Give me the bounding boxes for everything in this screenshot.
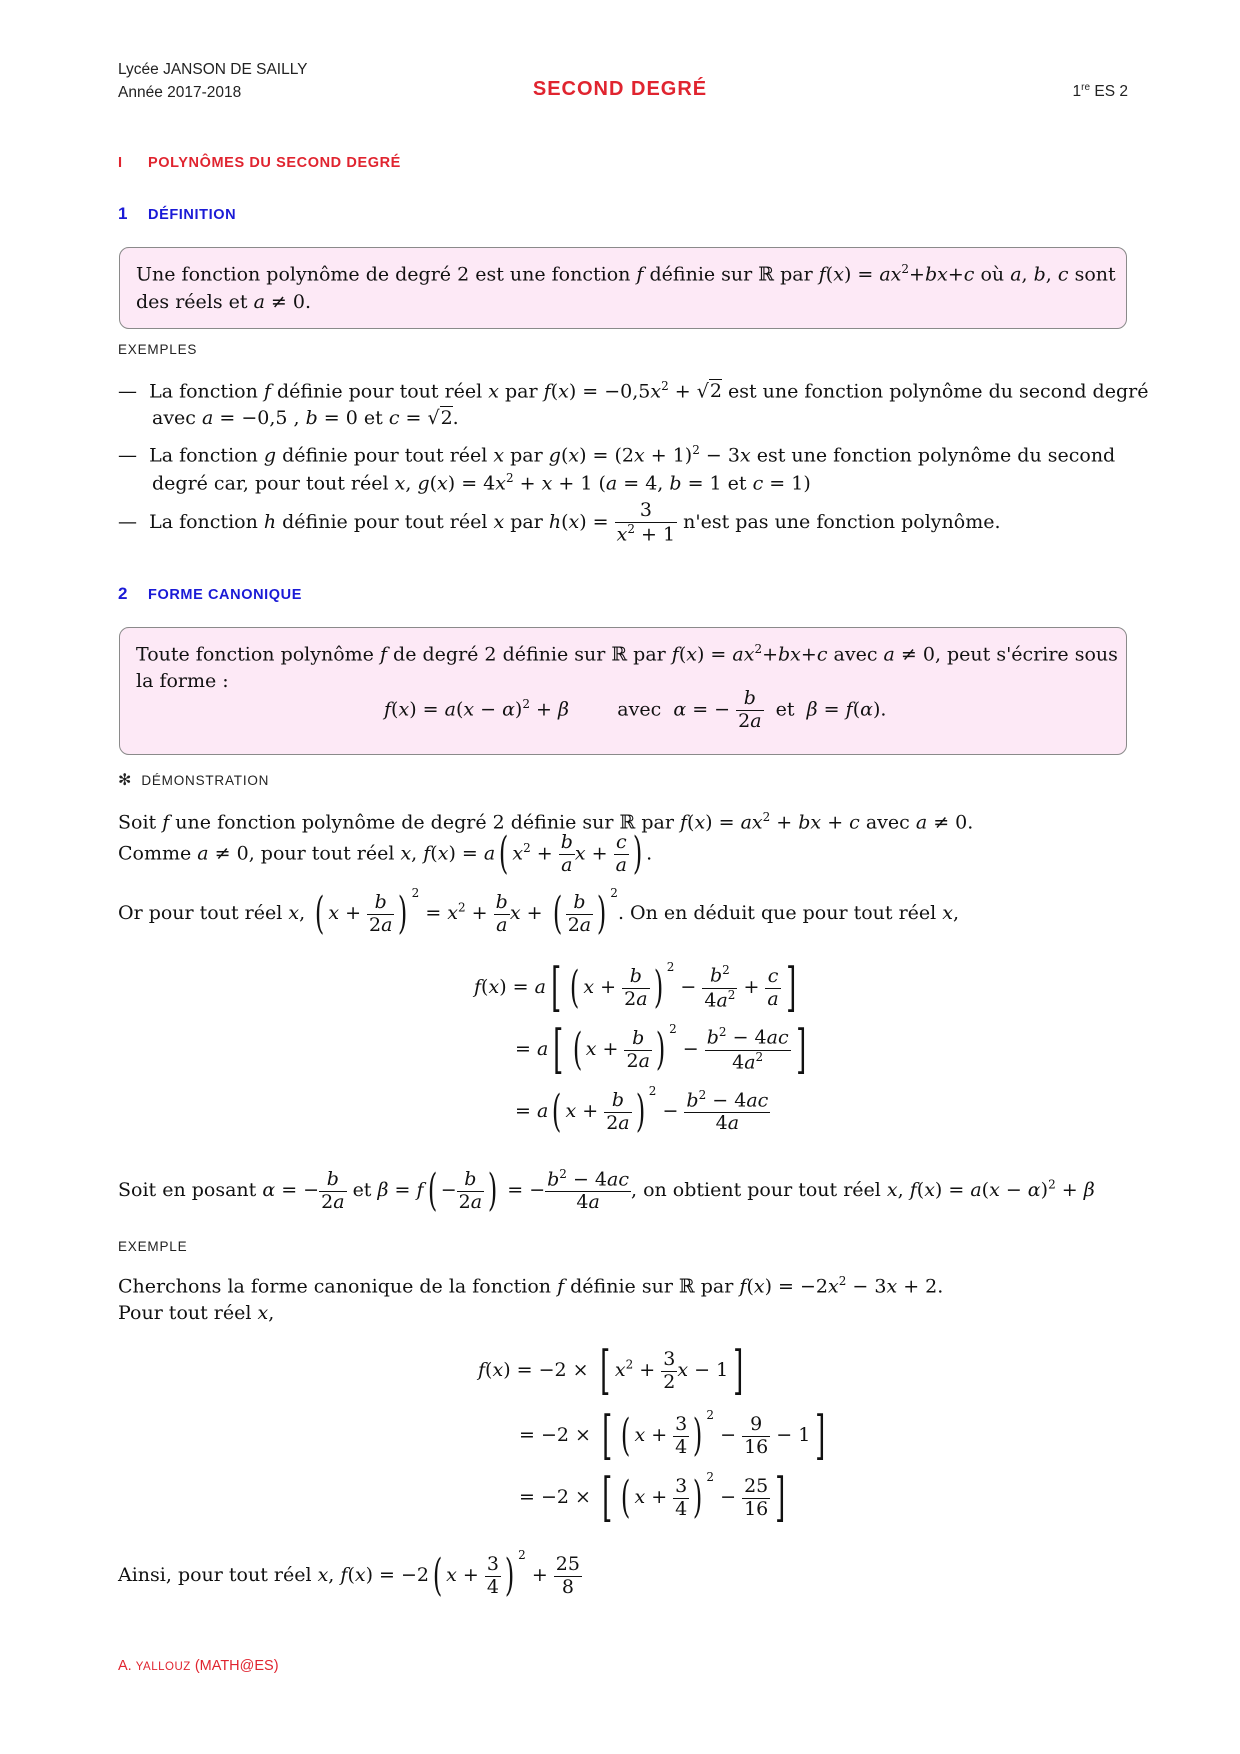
footer-author: A. YALLOUZ (MATH@ES)	[118, 1658, 279, 1674]
subsection-heading-canonical: 2 FORME CANONIQUE	[118, 584, 302, 603]
example-derivation-line-2: = −2 × [ ( x + $\frac{3}{4}$ ) $^2$ − $\frac{9}{16}$ − 1]	[519, 1406, 826, 1466]
subsection-heading-definition: 1 DÉFINITION	[118, 204, 237, 223]
canonical-line-1: Toute fonction polynôme f de degré 2 définie sur ℝ par $f(x) = ax^2+bx+c$ avec a ≠ 0, peut s'écrire sous	[136, 642, 1118, 666]
section-heading-1: I POLYNÔMES DU SECOND DEGRÉ	[118, 155, 401, 171]
canonical-form-box	[119, 627, 1127, 755]
demo-line-4: Soit en posant α = − $\frac{b}{2a}$ et β = f( − $\frac{b}{2a}$ ) = − $\frac{b^2 - 4ac}{4a}$ , on obtient pour tout réel x, $f(x) = a(x - \alpha)^2 + \beta$	[118, 1165, 1095, 1217]
example-item-2: — La fonction g définie pour tout réel x par $g(x) = (2x + 1)^2 - 3x$ est une fonction polynôme du second	[118, 443, 1116, 467]
page-title: SECOND DEGRÉ	[532, 78, 708, 100]
asterisk-icon: ✻	[118, 772, 133, 789]
demo-derivation-line-1: f(x) = a[ ( x + $\frac{b}{2a}$ ) $^2$ − $\frac{b^2}{4a^2}$ + $\frac{c}{a}$ ]	[474, 958, 796, 1018]
example-derivation-line-1: f(x) = −2 × [ $x^2$ + $\frac{3}{2}$ x − 1]	[478, 1341, 744, 1401]
school-year: Année 2017-2018	[118, 84, 242, 101]
example-item-1-line-2: avec a = −0,5 , b = 0 et c = √2.	[152, 407, 459, 429]
definition-line-1: Une fonction polynôme de degré 2 est une fonction f définie sur ℝ par $f(x) = ax^2+bx+c$ où a, b, c sont	[136, 262, 1116, 286]
example-conclusion: Ainsi, pour tout réel x, f(x) = −2( x + $\frac{3}{4}$ ) $^2$ + $\frac{25}{8}$	[118, 1548, 580, 1601]
example-derivation-line-3: = −2 × [ ( x + $\frac{3}{4}$ ) $^2$ − $\frac{25}{16}$ ]	[519, 1468, 786, 1528]
demo-line-1: Soit f une fonction polynôme de degré 2 définie sur ℝ par $f(x) = ax^2$ + bx + c avec a ≠ 0.	[118, 810, 974, 834]
example-item-2-line-2: degré car, pour tout réel x, $g(x) = 4x^2 + x + 1$ (a = 4, b = 1 et c = 1)	[152, 471, 811, 495]
definition-box	[119, 247, 1127, 329]
canonical-line-2: la forme :	[136, 670, 229, 692]
example-item-3: — La fonction h définie pour tout réel x par h(x) = $\frac{3}{x^2 + 1}$ n'est pas une fonction polynôme.	[118, 499, 1001, 546]
demo-derivation-line-3: = a( x + $\frac{b}{2a}$ ) $^2$ − $\frac{b^2 - 4ac}{4a}$	[515, 1084, 769, 1137]
example-line-1: Cherchons la forme canonique de la fonction f définie sur ℝ par $f(x) = -2x^2 - 3x + 2$.	[118, 1274, 944, 1298]
canonical-formula: $f(x) = a(x - \alpha)^2 + \beta$ avec α = − $\frac{b}{2a}$ et β = f(α).	[384, 687, 887, 732]
example-item-1: — La fonction f définie pour tout réel x par $f(x) = -0,5x^2 + √2$ est une fonction polynôme du second degré	[118, 379, 1149, 403]
example-label: EXEMPLE	[118, 1239, 188, 1254]
demo-line-3: Or pour tout réel x, ( x + $\frac{b}{2a}$ ) $^2 = x^2$ + $\frac{b}{a}$ x + ( $\frac{b}{2a}$ ) $^2$. On en déduit que pour tout réel x,	[118, 886, 960, 939]
school-name: Lycée JANSON DE SAILLY	[118, 61, 308, 78]
examples-label: EXEMPLES	[118, 342, 198, 357]
demonstration-label: ✻ DÉMONSTRATION	[118, 772, 270, 789]
definition-line-2: des réels et a ≠ 0.	[136, 291, 312, 313]
demo-derivation-line-2: = a[ ( x + $\frac{b}{2a}$ ) $^2$ − $\frac{b^2 - 4ac}{4a^2}$ ]	[515, 1020, 806, 1080]
example-line-2: Pour tout réel x,	[118, 1302, 275, 1324]
demo-line-2: Comme a ≠ 0, pour tout réel x, f(x) = a( $x^2$ + $\frac{b}{a}$ x + $\frac{c}{a}$ ) .	[118, 828, 653, 880]
class-label: 1re ES 2	[1072, 82, 1128, 101]
